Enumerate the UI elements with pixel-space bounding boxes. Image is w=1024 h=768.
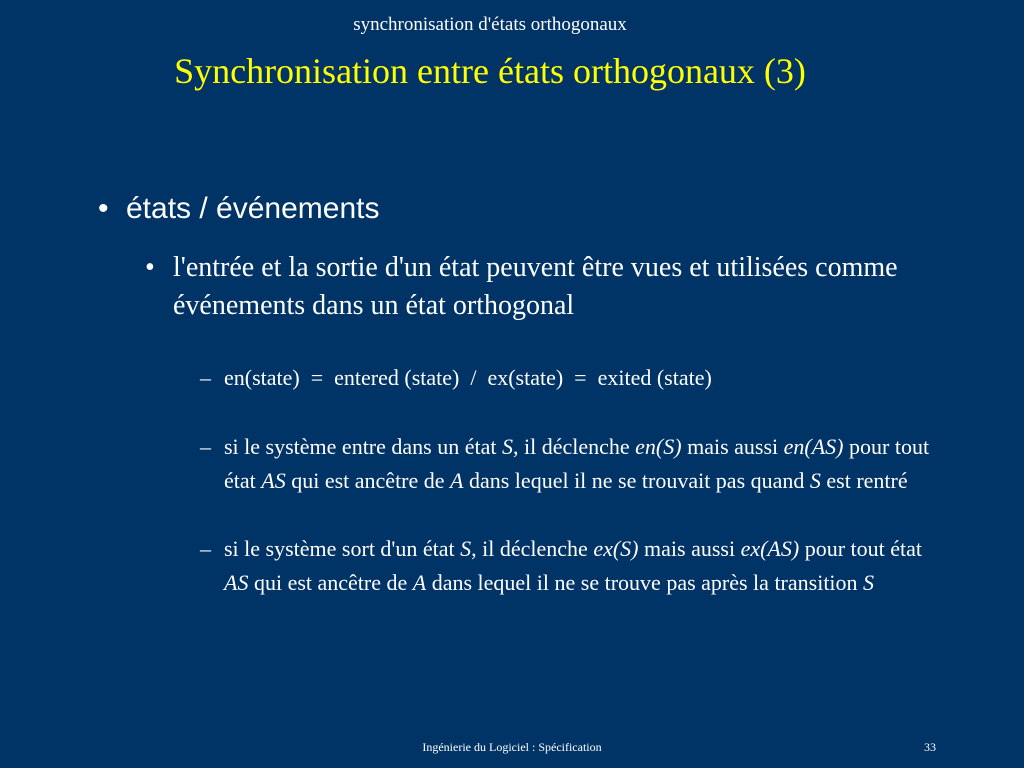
rule-italic: AS bbox=[261, 468, 286, 493]
rule-text: qui est ancêtre de bbox=[248, 570, 413, 595]
slide-header: synchronisation d'états orthogonaux bbox=[353, 14, 627, 35]
bullet-dot-icon: • bbox=[145, 252, 155, 283]
rule-text: pour tout état bbox=[799, 536, 923, 561]
rule-text: dans lequel il ne se trouve pas après la transition bbox=[426, 570, 864, 595]
rule-italic: S bbox=[863, 570, 875, 595]
rule-italic: A bbox=[450, 468, 464, 493]
rule-text: , il déclenche bbox=[471, 536, 594, 561]
page-number: 33 bbox=[924, 740, 936, 754]
rule-italic: AS bbox=[224, 570, 249, 595]
rule-text: est rentré bbox=[820, 468, 908, 493]
rule-italic: en(S) bbox=[635, 434, 682, 459]
rule-text: dans lequel il ne se trouvait pas quand bbox=[463, 468, 810, 493]
rule-text: qui est ancêtre de bbox=[285, 468, 451, 493]
rule-italic: ex(AS) bbox=[740, 536, 800, 561]
bullet-dot-icon: • bbox=[98, 192, 109, 225]
enter-rule-text bbox=[224, 430, 934, 498]
rule-italic: S bbox=[809, 468, 821, 493]
bullet-level2-text: l'entrée et la sortie d'un état peuvent être vues et utilisées comme événements dans un état orthogonal bbox=[173, 252, 898, 321]
rule-text: si le système entre dans un état bbox=[224, 434, 502, 459]
rule-text: pour tout état bbox=[224, 434, 930, 493]
rule-text: , il déclenche bbox=[512, 434, 636, 459]
rule-text: si le système sort d'un état bbox=[224, 536, 461, 561]
footer-course: Ingénierie du Logiciel : Spécification bbox=[422, 740, 602, 754]
rule-italic: en(AS) bbox=[783, 434, 844, 459]
rule-italic: S bbox=[501, 434, 513, 459]
dash-icon: – bbox=[200, 434, 211, 459]
rule-italic: A bbox=[412, 570, 427, 595]
notation-text: en(state) = entered (state) / ex(state) = exited (state) bbox=[224, 365, 712, 390]
rule-italic: S bbox=[460, 536, 472, 561]
slide-title: Synchronisation entre états orthogonaux (3) bbox=[174, 51, 806, 91]
exit-rule-text bbox=[224, 532, 934, 600]
rule-text: mais aussi bbox=[681, 434, 784, 459]
dash-icon: – bbox=[200, 365, 211, 390]
dash-icon: – bbox=[200, 536, 211, 561]
bullet-level1-text: états / événements bbox=[126, 192, 380, 225]
rule-text: mais aussi bbox=[638, 536, 741, 561]
rule-italic: ex(S) bbox=[593, 536, 639, 561]
